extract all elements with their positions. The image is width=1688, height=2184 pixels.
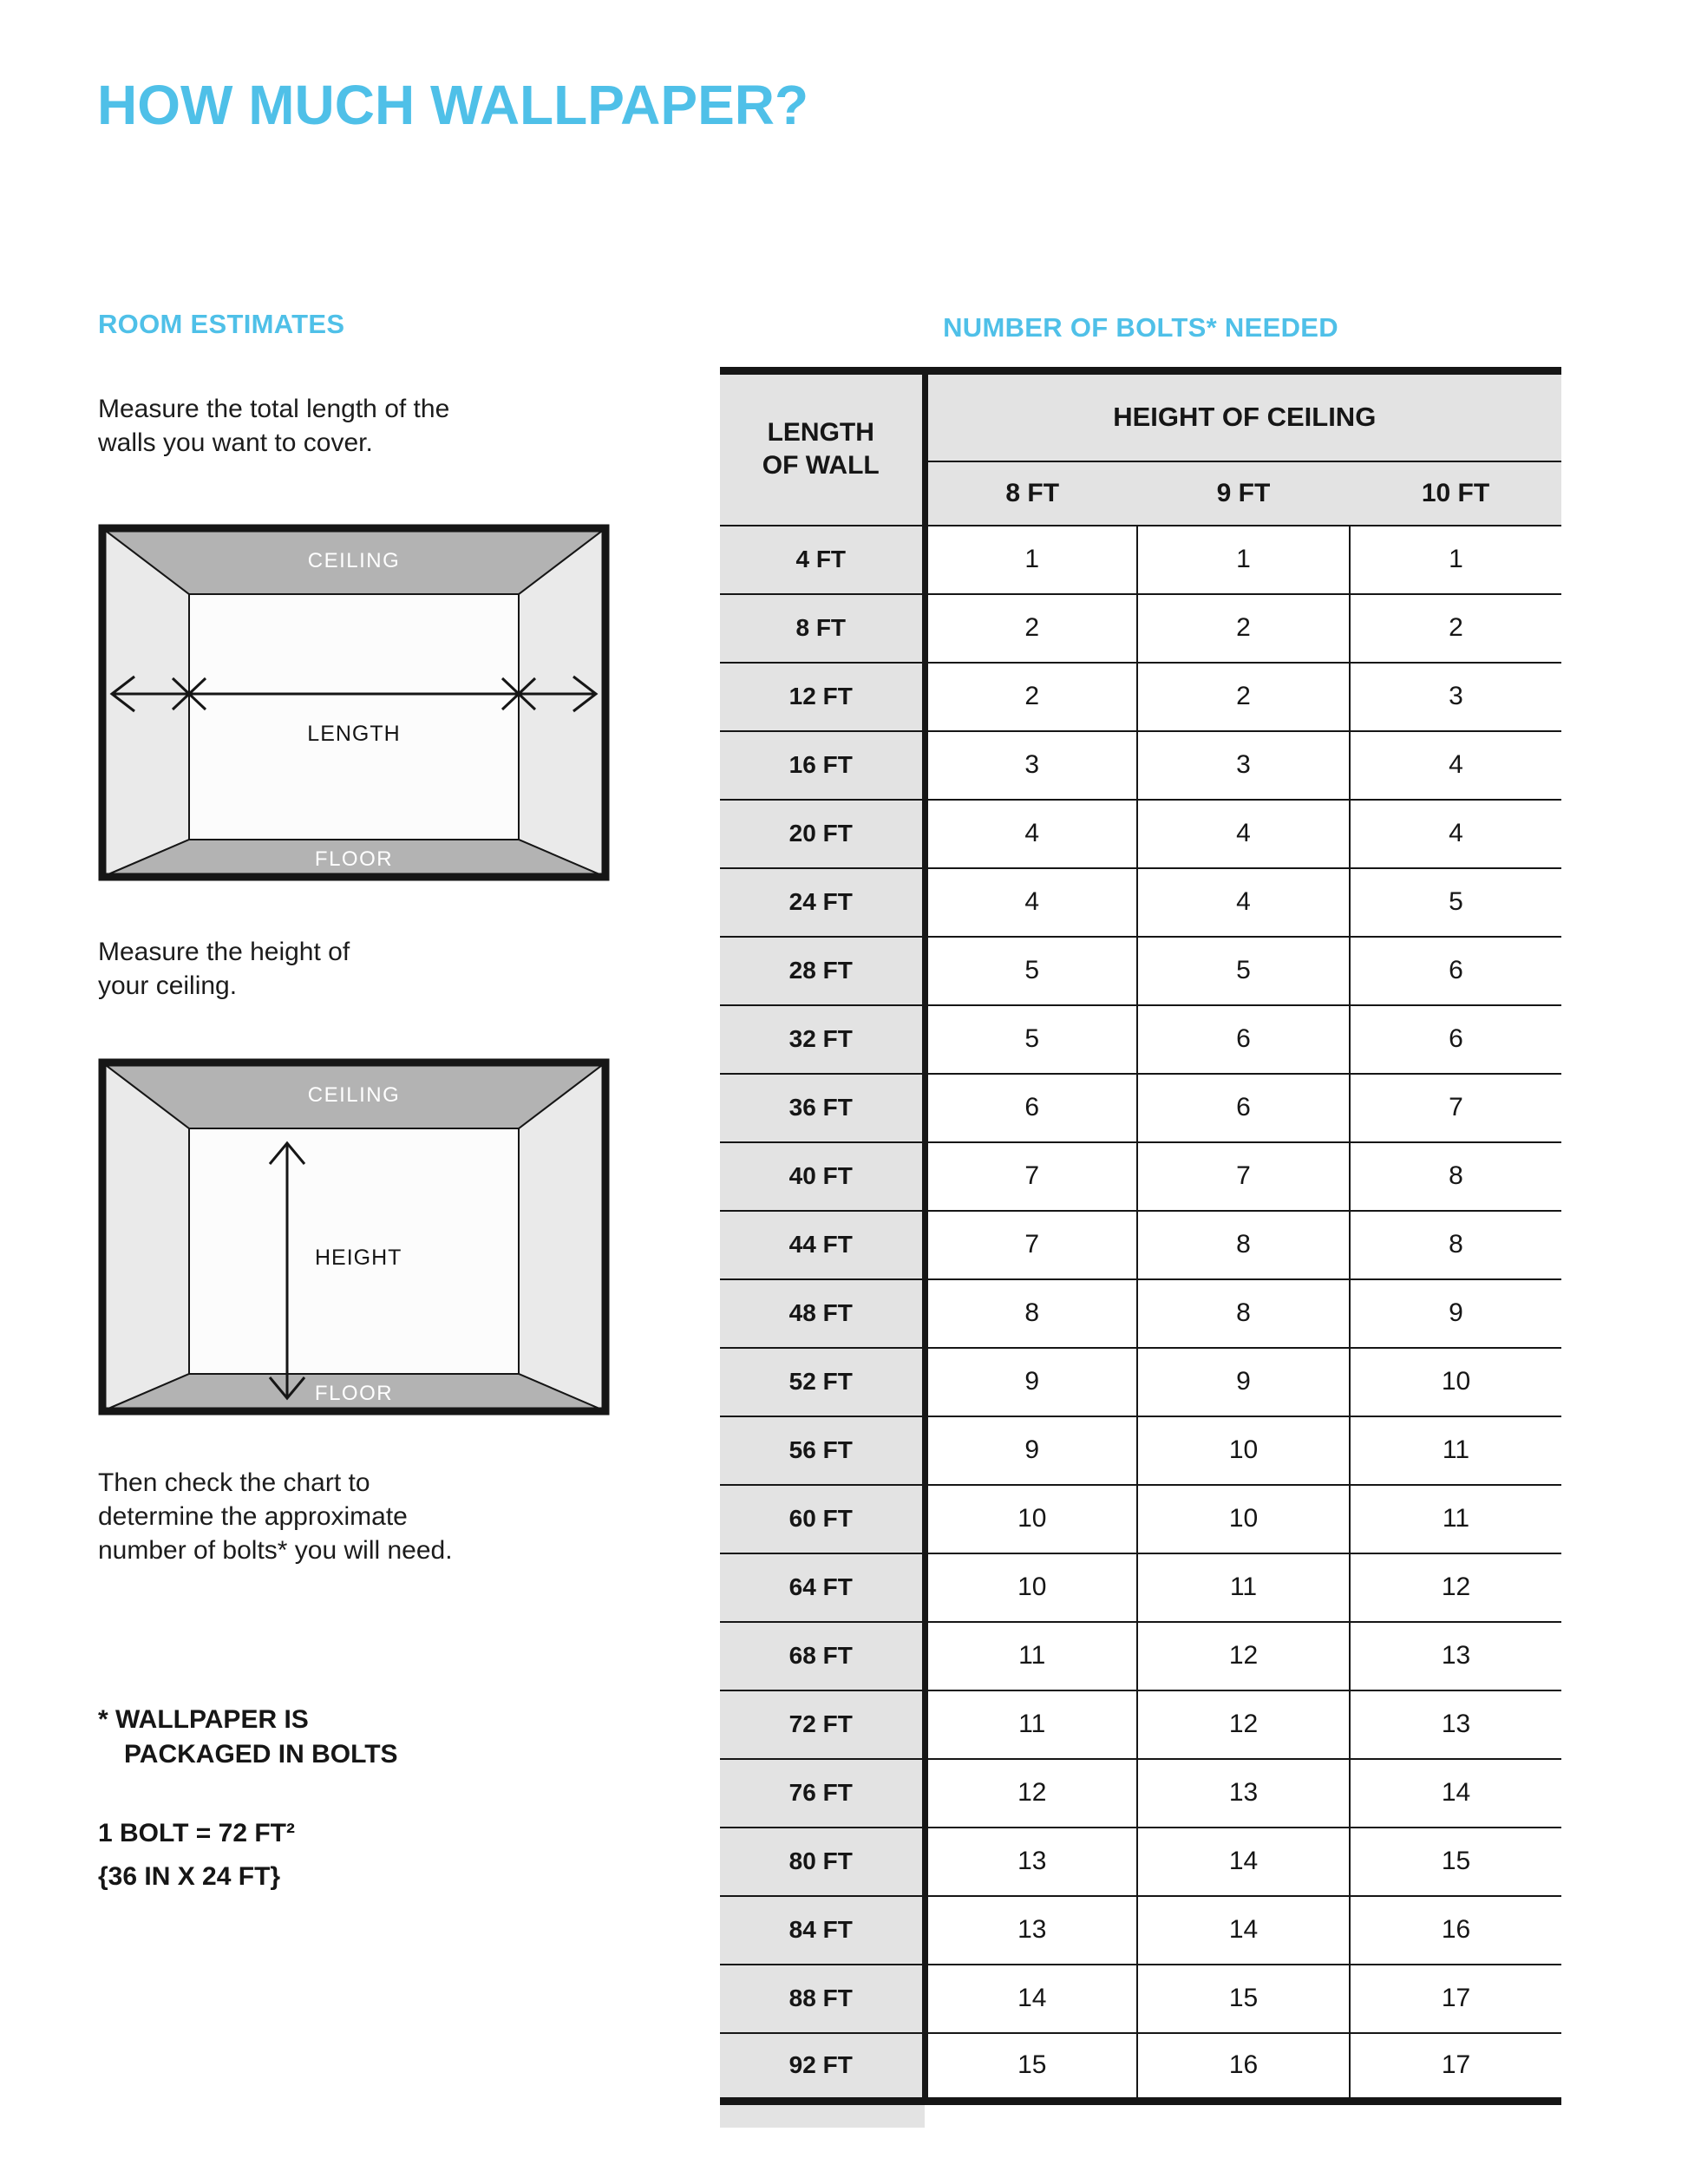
bolt-count-cell: 4: [925, 800, 1137, 868]
bolts-table-header: [720, 371, 1561, 526]
table-row: [720, 1211, 1561, 1279]
height-of-ceiling-header: HEIGHT OF CEILING: [925, 371, 1561, 461]
table-row: [720, 1142, 1561, 1211]
bolt-count-cell: 7: [925, 1211, 1137, 1279]
bolt-count-cell: 12: [1137, 1622, 1350, 1690]
bolt-count-cell: 12: [1137, 1690, 1350, 1759]
bolt-count-cell: 6: [925, 1074, 1137, 1142]
bolt-count-cell: 10: [1137, 1416, 1350, 1485]
table-row: [720, 1896, 1561, 1965]
wall-length-cell: 48 FT: [720, 1279, 925, 1348]
room-length-diagram: [98, 524, 610, 881]
bolt-count-cell: 16: [1137, 2033, 1350, 2102]
wall-length-cell: 52 FT: [720, 1348, 925, 1416]
ceiling-height-header: 9 FT: [1137, 461, 1350, 526]
bolt-count-cell: 4: [925, 868, 1137, 937]
table-row: [720, 1622, 1561, 1690]
bolt-count-cell: 16: [1350, 1896, 1561, 1965]
table-row: [720, 1759, 1561, 1828]
bolt-count-cell: 1: [1350, 526, 1561, 594]
room-estimates-heading: ROOM ESTIMATES: [98, 309, 345, 339]
bolt-count-cell: 9: [1350, 1279, 1561, 1348]
length-label: LENGTH: [307, 722, 401, 746]
first-column-tail: [720, 2105, 925, 2128]
height-label: HEIGHT: [315, 1246, 402, 1270]
bolt-count-cell: 11: [925, 1690, 1137, 1759]
bolt-count-cell: 1: [1137, 526, 1350, 594]
wall-length-cell: 28 FT: [720, 937, 925, 1005]
bolt-count-cell: 7: [1137, 1142, 1350, 1211]
wall-length-cell: 84 FT: [720, 1896, 925, 1965]
back-wall-panel: [189, 594, 519, 840]
bolt-count-cell: 1: [925, 526, 1137, 594]
length-of-wall-line1: LENGTH: [767, 418, 874, 448]
table-row: [720, 1279, 1561, 1348]
wall-length-cell: 12 FT: [720, 663, 925, 731]
bolt-count-cell: 7: [925, 1142, 1137, 1211]
bolt-count-cell: 9: [1137, 1348, 1350, 1416]
bolts-table: [720, 367, 1561, 2105]
wall-length-cell: 44 FT: [720, 1211, 925, 1279]
wall-length-cell: 88 FT: [720, 1965, 925, 2033]
table-row: [720, 1553, 1561, 1622]
bolt-count-cell: 6: [1137, 1005, 1350, 1074]
step-measure-length: Measure the total length of the walls you want to cover.: [98, 395, 450, 457]
bolt-count-cell: 13: [1350, 1690, 1561, 1759]
footnote-line2: PACKAGED IN BOLTS: [124, 1740, 398, 1769]
wall-length-cell: 80 FT: [720, 1828, 925, 1896]
bolt-count-cell: 3: [925, 731, 1137, 800]
table-row: [720, 1005, 1561, 1074]
bolt-count-cell: 8: [1137, 1211, 1350, 1279]
table-row: [720, 800, 1561, 868]
bolt-count-cell: 2: [1137, 663, 1350, 731]
wall-length-cell: 32 FT: [720, 1005, 925, 1074]
length-of-wall-line2: OF WALL: [762, 451, 880, 481]
bolts-table-heading: NUMBER OF BOLTS* NEEDED: [943, 312, 1338, 343]
floor-label: FLOOR: [314, 1382, 394, 1405]
bolt-count-cell: 4: [1137, 868, 1350, 937]
room-height-diagram: [98, 1058, 610, 1416]
bolt-size-line2: {36 IN X 24 FT}: [98, 1862, 281, 1891]
bolt-count-cell: 10: [925, 1553, 1137, 1622]
bolt-count-cell: 15: [1350, 1828, 1561, 1896]
bolt-size-info: [98, 1812, 671, 1899]
length-of-wall-header: [720, 371, 925, 526]
bolt-count-cell: 4: [1350, 731, 1561, 800]
wall-length-cell: 68 FT: [720, 1622, 925, 1690]
bolt-count-cell: 11: [1350, 1485, 1561, 1553]
bolt-count-cell: 10: [925, 1485, 1137, 1553]
wall-length-cell: 40 FT: [720, 1142, 925, 1211]
bolt-count-cell: 14: [925, 1965, 1137, 2033]
bolt-count-cell: 8: [1137, 1279, 1350, 1348]
bolt-count-cell: 8: [1350, 1211, 1561, 1279]
table-row: [720, 1485, 1561, 1553]
bolt-count-cell: 10: [1137, 1485, 1350, 1553]
bolt-count-cell: 5: [925, 937, 1137, 1005]
table-row: [720, 526, 1561, 594]
ceiling-height-header: 10 FT: [1350, 461, 1561, 526]
bolt-count-cell: 6: [1350, 937, 1561, 1005]
table-row: [720, 868, 1561, 937]
bolt-count-cell: 4: [1137, 800, 1350, 868]
bolt-count-cell: 6: [1137, 1074, 1350, 1142]
bolt-count-cell: 11: [925, 1622, 1137, 1690]
wall-length-cell: 56 FT: [720, 1416, 925, 1485]
wall-length-cell: 60 FT: [720, 1485, 925, 1553]
bolt-count-cell: 8: [925, 1279, 1137, 1348]
bolt-count-cell: 13: [925, 1828, 1137, 1896]
bolt-count-cell: 12: [1350, 1553, 1561, 1622]
bolt-count-cell: 17: [1350, 2033, 1561, 2102]
bolt-count-cell: 13: [1350, 1622, 1561, 1690]
bolt-count-cell: 14: [1137, 1896, 1350, 1965]
bolt-count-cell: 2: [925, 663, 1137, 731]
bolt-count-cell: 13: [925, 1896, 1137, 1965]
bolt-count-cell: 2: [925, 594, 1137, 663]
bolt-count-cell: 10: [1350, 1348, 1561, 1416]
bolt-count-cell: 5: [1137, 937, 1350, 1005]
table-row: [720, 1690, 1561, 1759]
footnote-line1: * WALLPAPER IS: [98, 1705, 309, 1734]
bolt-count-cell: 4: [1350, 800, 1561, 868]
table-row: [720, 1416, 1561, 1485]
bolt-count-cell: 6: [1350, 1005, 1561, 1074]
wall-length-cell: 76 FT: [720, 1759, 925, 1828]
wall-length-cell: 36 FT: [720, 1074, 925, 1142]
wall-length-cell: 4 FT: [720, 526, 925, 594]
table-row: [720, 937, 1561, 1005]
bolt-count-cell: 14: [1350, 1759, 1561, 1828]
room-estimates-section: [98, 309, 671, 1899]
bolt-count-cell: 15: [1137, 1965, 1350, 2033]
table-row: [720, 1828, 1561, 1896]
bolt-count-cell: 2: [1350, 594, 1561, 663]
bolt-count-cell: 8: [1350, 1142, 1561, 1211]
bolt-count-cell: 5: [1350, 868, 1561, 937]
wall-length-cell: 20 FT: [720, 800, 925, 868]
table-row: [720, 1348, 1561, 1416]
bolt-count-cell: 9: [925, 1416, 1137, 1485]
wall-length-cell: 72 FT: [720, 1690, 925, 1759]
bolt-count-cell: 11: [1350, 1416, 1561, 1485]
wallpaper-bolts-footnote: [98, 1703, 671, 1772]
bolts-needed-section: [720, 312, 1561, 2128]
page-title: HOW MUCH WALLPAPER?: [97, 74, 809, 136]
wall-length-cell: 8 FT: [720, 594, 925, 663]
bolt-count-cell: 3: [1137, 731, 1350, 800]
wall-length-cell: 64 FT: [720, 1553, 925, 1622]
bolt-count-cell: 2: [1137, 594, 1350, 663]
bolt-count-cell: 14: [1137, 1828, 1350, 1896]
wall-length-cell: 92 FT: [720, 2033, 925, 2102]
step-measure-height: Measure the height of your ceiling.: [98, 938, 350, 1000]
bolts-table-body: [720, 526, 1561, 2102]
bolt-count-cell: 7: [1350, 1074, 1561, 1142]
bolt-count-cell: 13: [1137, 1759, 1350, 1828]
bolt-count-cell: 15: [925, 2033, 1137, 2102]
bolt-count-cell: 12: [925, 1759, 1137, 1828]
ceiling-label: CEILING: [307, 549, 401, 572]
floor-label: FLOOR: [314, 847, 394, 871]
bolt-size-line1: 1 BOLT = 72 FT²: [98, 1819, 295, 1847]
step-check-chart: Then check the chart to determine the approximate number of bolts* you will need.: [98, 1468, 453, 1565]
wall-length-cell: 24 FT: [720, 868, 925, 937]
table-row: [720, 594, 1561, 663]
bolt-count-cell: 3: [1350, 663, 1561, 731]
bolt-count-cell: 9: [925, 1348, 1137, 1416]
ceiling-label: CEILING: [307, 1083, 401, 1107]
table-row: [720, 1074, 1561, 1142]
table-row: [720, 663, 1561, 731]
bolt-count-cell: 17: [1350, 1965, 1561, 2033]
table-row: [720, 731, 1561, 800]
ceiling-height-header: 8 FT: [925, 461, 1137, 526]
wall-length-cell: 16 FT: [720, 731, 925, 800]
bolt-count-cell: 5: [925, 1005, 1137, 1074]
table-row: [720, 2033, 1561, 2102]
table-row: [720, 1965, 1561, 2033]
bolt-count-cell: 11: [1137, 1553, 1350, 1622]
